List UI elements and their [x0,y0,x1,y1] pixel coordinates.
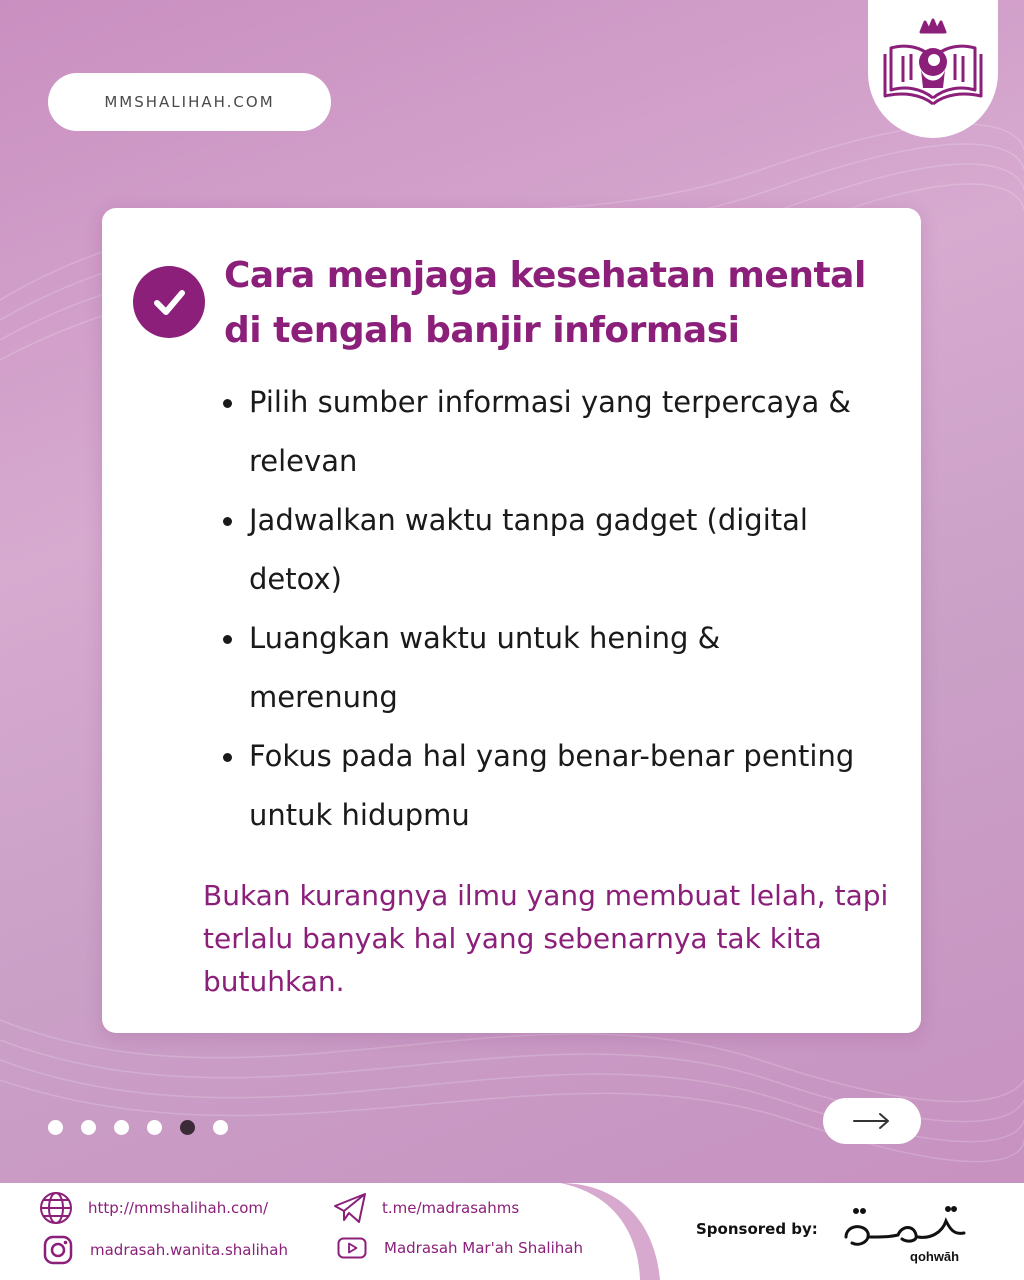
check-icon [149,282,189,322]
card-title [224,248,904,358]
footer-telegram-text: t.me/madrasahms [382,1199,520,1217]
sponsor-label: Sponsored by: [696,1220,818,1238]
closing-quote: Bukan kurangnya ilmu yang membuat lelah, tapi terlalu banyak hal yang sebenarnya tak kita butuhkan. [203,879,889,998]
next-slide-button[interactable] [823,1098,921,1144]
globe-icon [39,1191,73,1225]
card-title-line2: di tengah banjir informasi [224,310,740,351]
tip-item: Pilih sumber informasi yang terpercaya & relevan [222,373,862,491]
footer-youtube[interactable] [332,1228,583,1268]
instagram-icon [43,1235,73,1265]
footer-instagram-text: madrasah.wanita.shalihah [90,1241,288,1259]
carousel-dot[interactable] [147,1120,162,1135]
carousel-dot[interactable] [48,1120,63,1135]
carousel-dot-active[interactable] [180,1120,195,1135]
footer-youtube-text: Madrasah Mar'ah Shalihah [384,1239,583,1257]
footer-telegram[interactable] [330,1188,519,1228]
youtube-icon [337,1237,367,1259]
tip-item: Fokus pada hal yang benar-benar penting untuk hidupmu [222,727,862,845]
logo-book-icon [881,18,985,110]
footer-website-text: http://mmshalihah.com/ [88,1199,269,1217]
footer-instagram[interactable] [38,1230,288,1270]
brand-logo [868,0,998,138]
tips-card [102,208,921,1033]
tip-item: Jadwalkan waktu tanpa gadget (digital detox) [222,491,862,609]
card-title-line1: Cara menjaga kesehatan mental [224,255,866,296]
telegram-icon [332,1192,368,1224]
site-url-label: MMSHALIHAH.COM [104,93,275,111]
sponsor-logo [838,1197,978,1267]
site-url-pill[interactable] [48,73,331,131]
sponsor-name: qohwāh [910,1249,960,1264]
carousel-dot[interactable] [81,1120,96,1135]
tip-item: Luangkan waktu untuk hening & merenung [222,609,862,727]
carousel-dot[interactable] [114,1120,129,1135]
footer-website[interactable] [36,1188,268,1228]
carousel-dots [48,1120,228,1135]
arrow-right-icon [852,1111,892,1131]
carousel-dot[interactable] [213,1120,228,1135]
footer-bar [0,1183,1024,1280]
tips-list [222,373,862,845]
check-badge [133,266,205,338]
